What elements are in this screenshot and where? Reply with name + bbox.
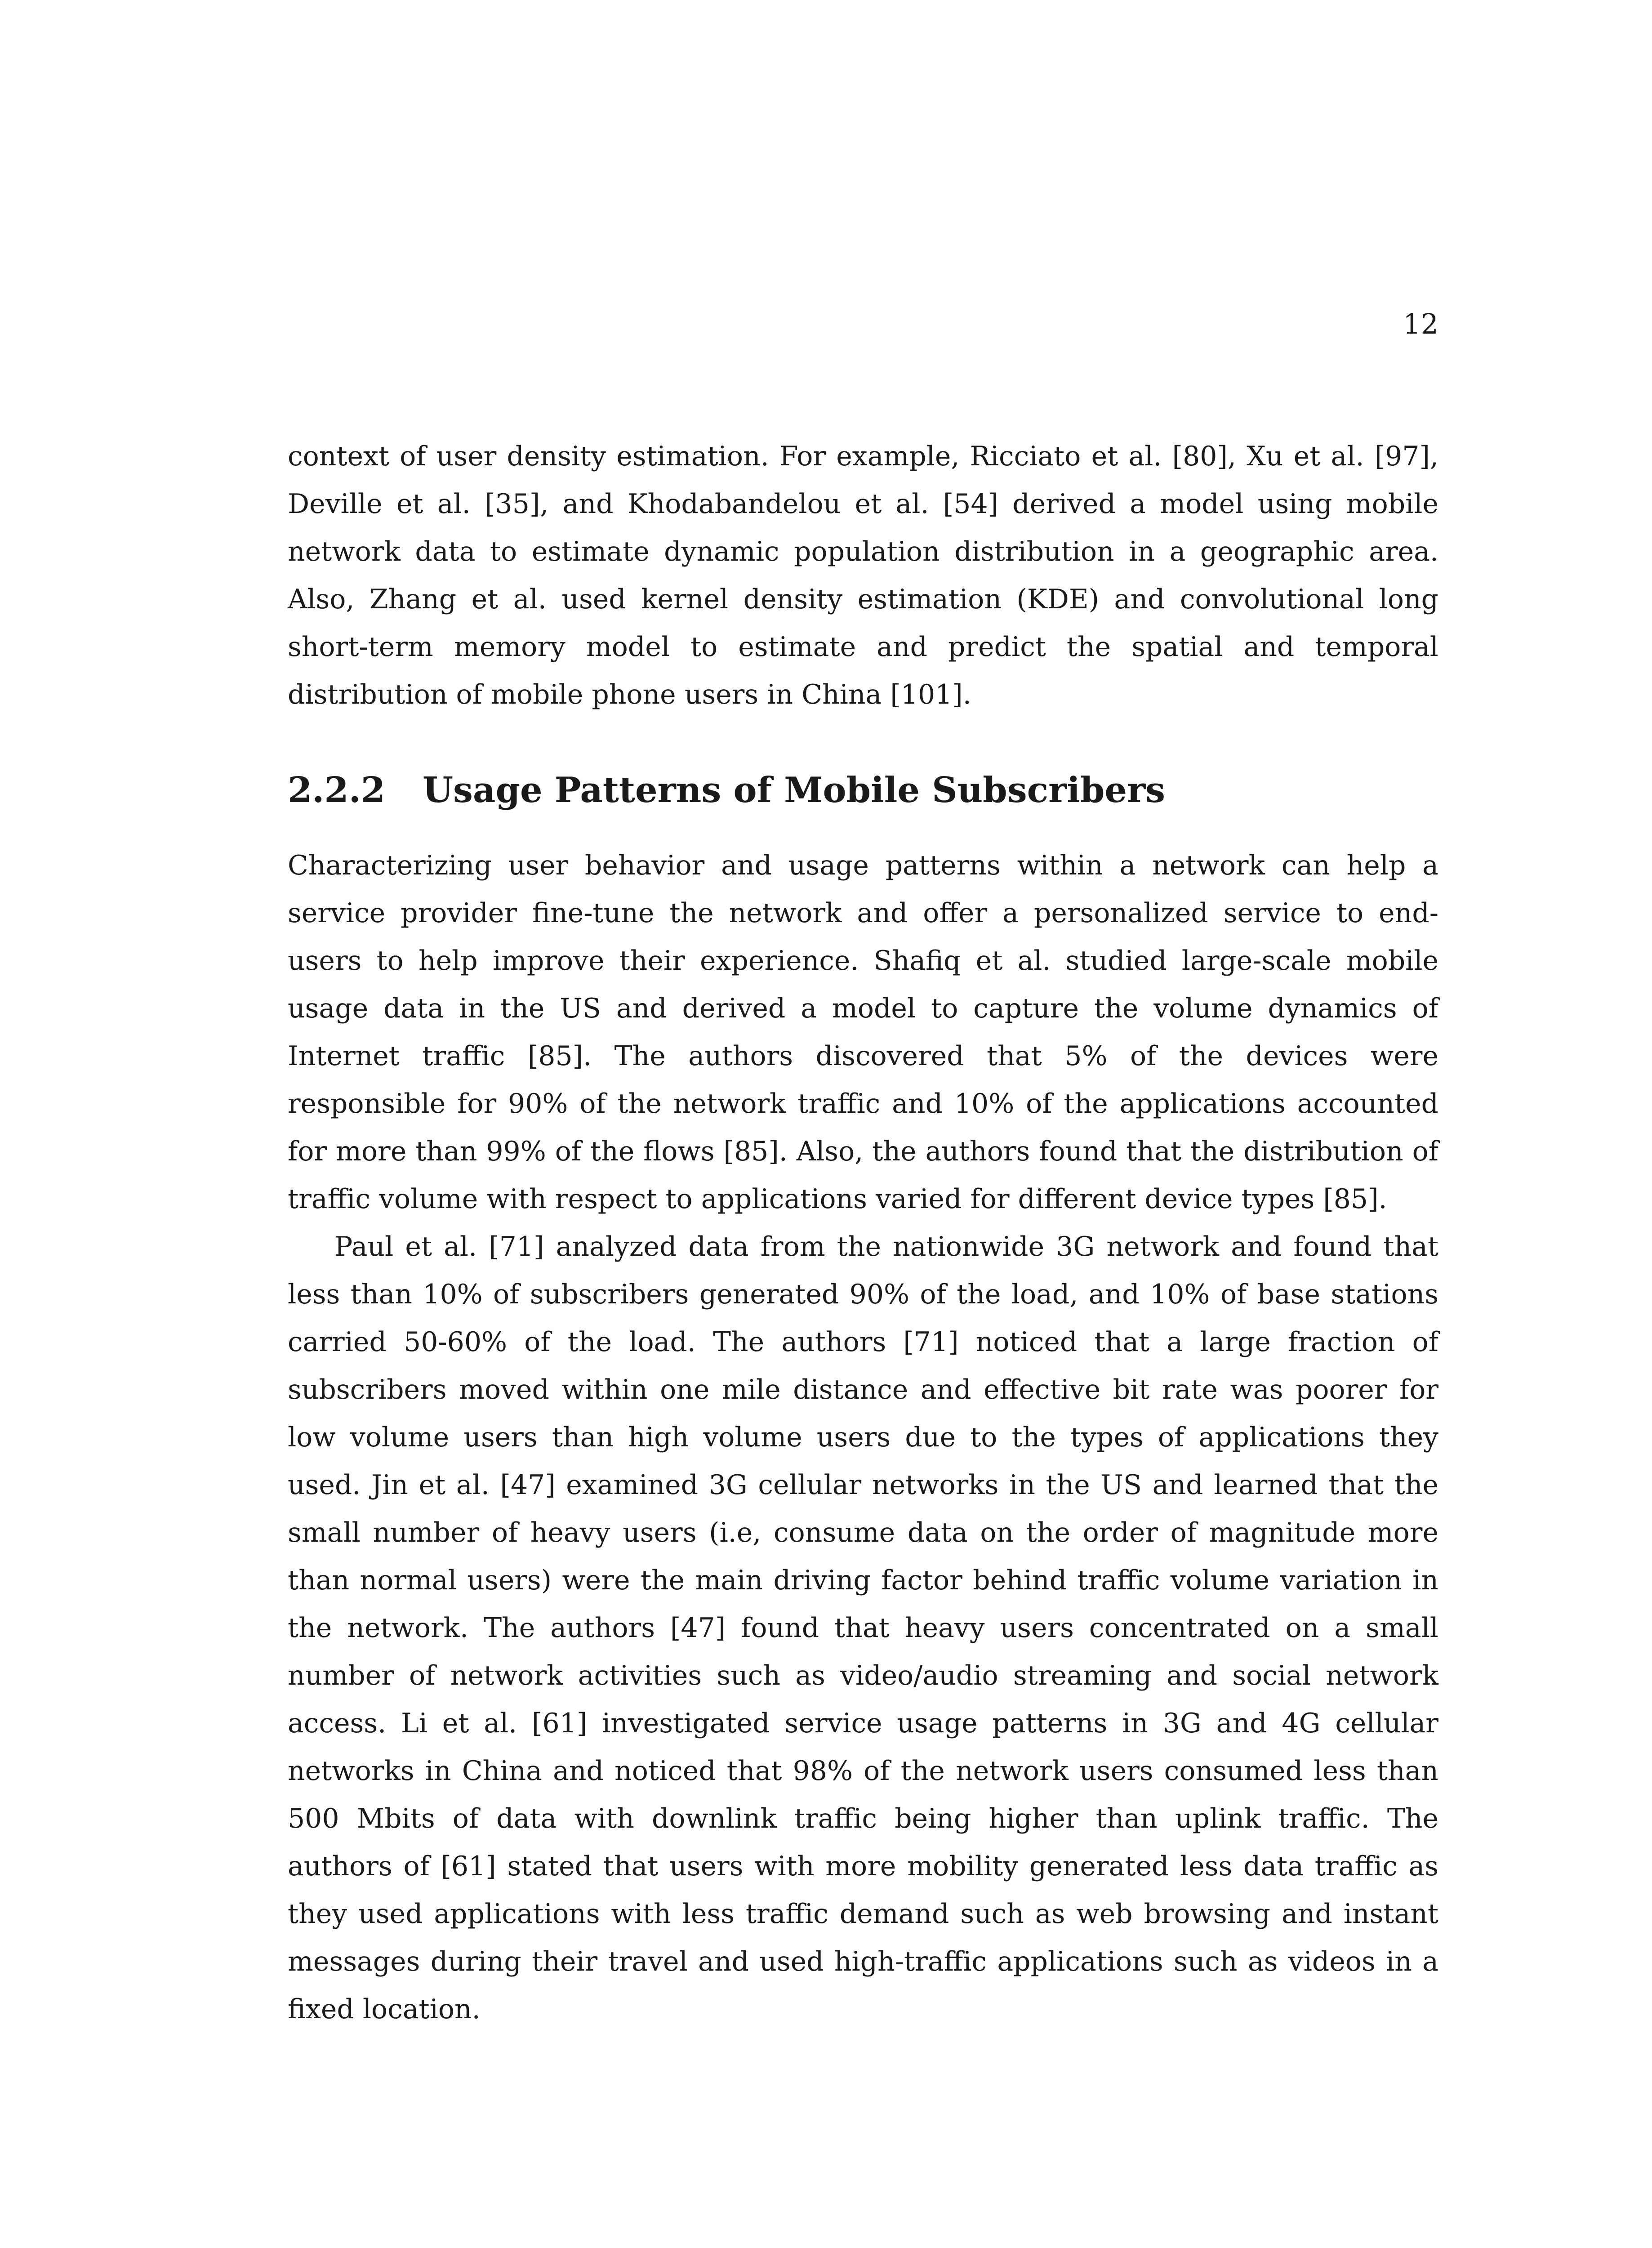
intro-paragraph: context of user density estimation. For example, Ricciato et al. [80], Xu et al. [97], Deville et al. [35], and Khodabandelou et al. [54] derived a model using mobile network data to estimate dynamic population distribution in a geographic area. Also, Zhang et al. used kernel density estimation (KDE) and convolutional long short-term memory model to estimate and predict the spatial and temporal distribution of mobile phone users in China [101]. [288, 441, 1438, 710]
section-body [288, 842, 1438, 2033]
body-paragraph-2: Paul et al. [71] analyzed data from the nationwide 3G network and found that less than 10% of subscribers generated 90% of the load, and 10% of base stations carried 50-60% of the load. The authors [71] noticed that a large fraction of subscribers moved within one mile distance and effective bit rate was poorer for low volume users than high volume users due to the types of applications they used. Jin et al. [47] examined 3G cellular networks in the US and learned that the small number of heavy users (i.e, consume data on the order of magnitude more than normal users) were the main driving factor behind traffic volume variation in the network. The authors [47] found that heavy users concentrated on a small number of network activities such as video/audio streaming and social network access. Li et al. [61] investigated service usage patterns in 3G and 4G cellular networks in China and noticed that 98% of the network users consumed less than 500 Mbits of data with downlink traffic being higher than uplink traffic. The authors of [61] stated that users with more mobility generated less data traffic as they used applications with less traffic demand such as web browsing and instant messages during their travel and used high-traffic applications such as videos in a fixed location. [288, 1231, 1438, 2025]
intro-text-block [288, 433, 1438, 718]
page-number: 12 [1403, 308, 1438, 340]
section-number: 2.2.2 [288, 770, 386, 811]
body-paragraph-1: Characterizing user behavior and usage patterns within a network can help a service provider fine-tune the network and offer a personalized service to end-users to help improve their experience. Shafiq et al. studied large-scale mobile usage data in the US and derived a model to capture the volume dynamics of Internet traffic [85]. The authors discovered that 5% of the devices were responsible for 90% of the network traffic and 10% of the applications accounted for more than 99% of the flows [85]. Also, the authors found that the distribution of traffic volume with respect to applications varied for different device types [85]. [288, 850, 1438, 1215]
section-title: Usage Patterns of Mobile Subscribers [423, 770, 1166, 811]
section-heading [288, 770, 1438, 811]
